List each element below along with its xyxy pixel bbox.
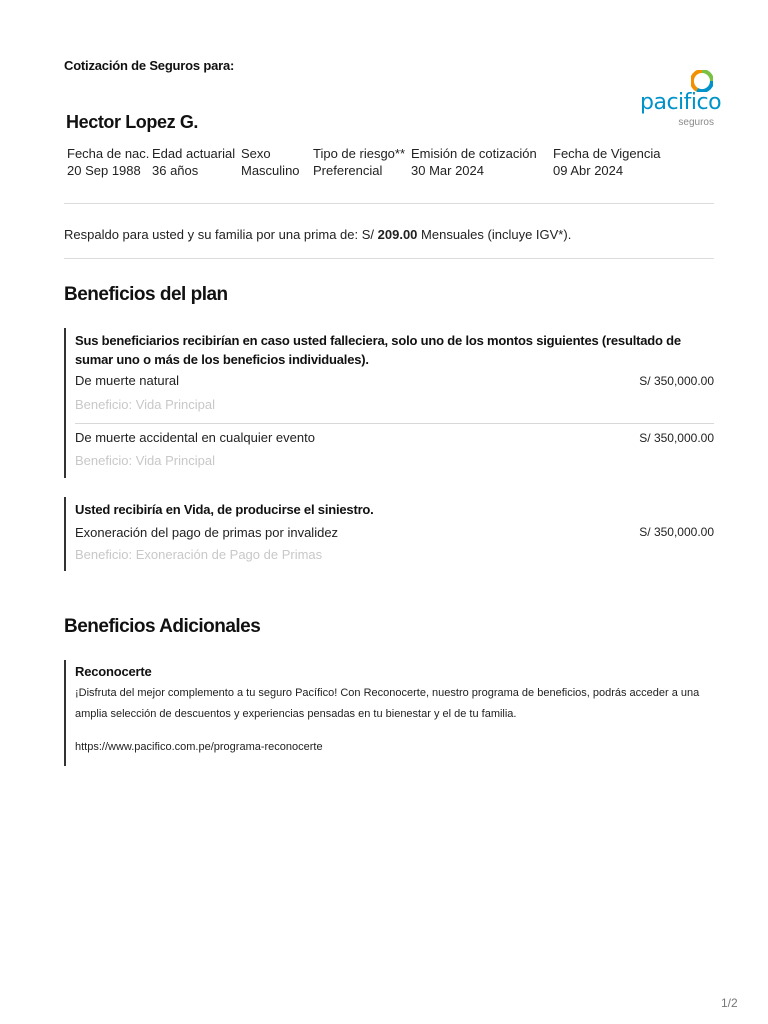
info-value: 09 Abr 2024	[553, 163, 624, 178]
additional-benefit-title: Reconocerte	[75, 664, 152, 679]
premium-amount: 209.00	[377, 227, 418, 242]
divider	[64, 258, 714, 259]
additional-benefits-title: Beneficios Adicionales	[64, 616, 261, 637]
info-value: 20 Sep 1988	[67, 163, 141, 178]
info-value: Preferencial	[313, 163, 383, 178]
quote-for-label: Cotización de Seguros para:	[64, 58, 235, 73]
benefit-label: De muerte accidental en cualquier evento	[75, 430, 315, 445]
info-sex	[241, 145, 300, 179]
benefit-sublabel: Beneficio: Vida Principal	[75, 453, 215, 468]
info-quote-issued	[411, 145, 537, 179]
page-number: 1/2	[721, 996, 738, 1010]
info-label: Fecha de nac.	[67, 146, 150, 161]
info-value: 30 Mar 2024	[411, 163, 484, 178]
premium-statement	[64, 227, 571, 242]
info-valid-until	[553, 145, 660, 179]
benefit-label: De muerte natural	[75, 373, 180, 388]
pacifico-logo	[640, 70, 722, 130]
additional-benefit-link[interactable]: https://www.pacifico.com.pe/programa-reconocerte	[75, 741, 323, 753]
info-label: Fecha de Vigencia	[553, 146, 661, 161]
logo-sub-text: seguros	[678, 117, 714, 128]
benefit-amount: S/ 350,000.00	[639, 525, 714, 539]
additional-benefit-reconocerte	[64, 660, 714, 766]
info-value: 36 años	[152, 163, 199, 178]
pacifico-ring-icon	[691, 70, 713, 92]
info-value: Masculino	[241, 163, 300, 178]
info-label: Sexo	[241, 146, 271, 161]
plan-benefits-title: Beneficios del plan	[64, 284, 228, 305]
info-label: Edad actuarial	[152, 146, 236, 161]
benefit-amount: S/ 350,000.00	[639, 431, 714, 445]
benefit-group-heading: Sus beneficiarios recibirían en caso usted falleciera, solo uno de los montos siguientes (resultado de sumar uno o más de los beneficios individuales).	[75, 333, 681, 367]
benefit-group-death	[64, 328, 714, 478]
divider	[64, 203, 714, 204]
benefit-sublabel: Beneficio: Exoneración de Pago de Primas	[75, 547, 323, 562]
info-birth-date	[67, 145, 149, 179]
premium-prefix: Respaldo para usted y su familia por una prima de: S/	[64, 227, 375, 242]
client-name: Hector Lopez G.	[66, 112, 199, 132]
benefit-amount: S/ 350,000.00	[639, 374, 714, 388]
benefit-sublabel: Beneficio: Vida Principal	[75, 397, 215, 412]
benefit-label: Exoneración del pago de primas por invalidez	[75, 525, 339, 540]
benefit-group-heading: Usted recibiría en Vida, de producirse el siniestro.	[75, 502, 374, 517]
divider	[75, 423, 714, 424]
info-risk-type	[313, 145, 405, 179]
info-label: Emisión de cotización	[411, 146, 537, 161]
info-actuarial-age	[152, 145, 235, 179]
premium-suffix: Mensuales (incluye IGV*).	[421, 227, 572, 242]
additional-benefit-description: ¡Disfruta del mejor complemento a tu seguro Pacífico! Con Reconocerte, nuestro programa de beneficios, podrás acceder a una amplia selección de descuentos y experiencias pensadas en tu bienestar y el de tu familia.	[75, 687, 700, 720]
logo-brand-text: pacifico	[640, 90, 722, 115]
benefit-group-living	[64, 497, 714, 571]
info-label: Tipo de riesgo**	[313, 146, 406, 161]
